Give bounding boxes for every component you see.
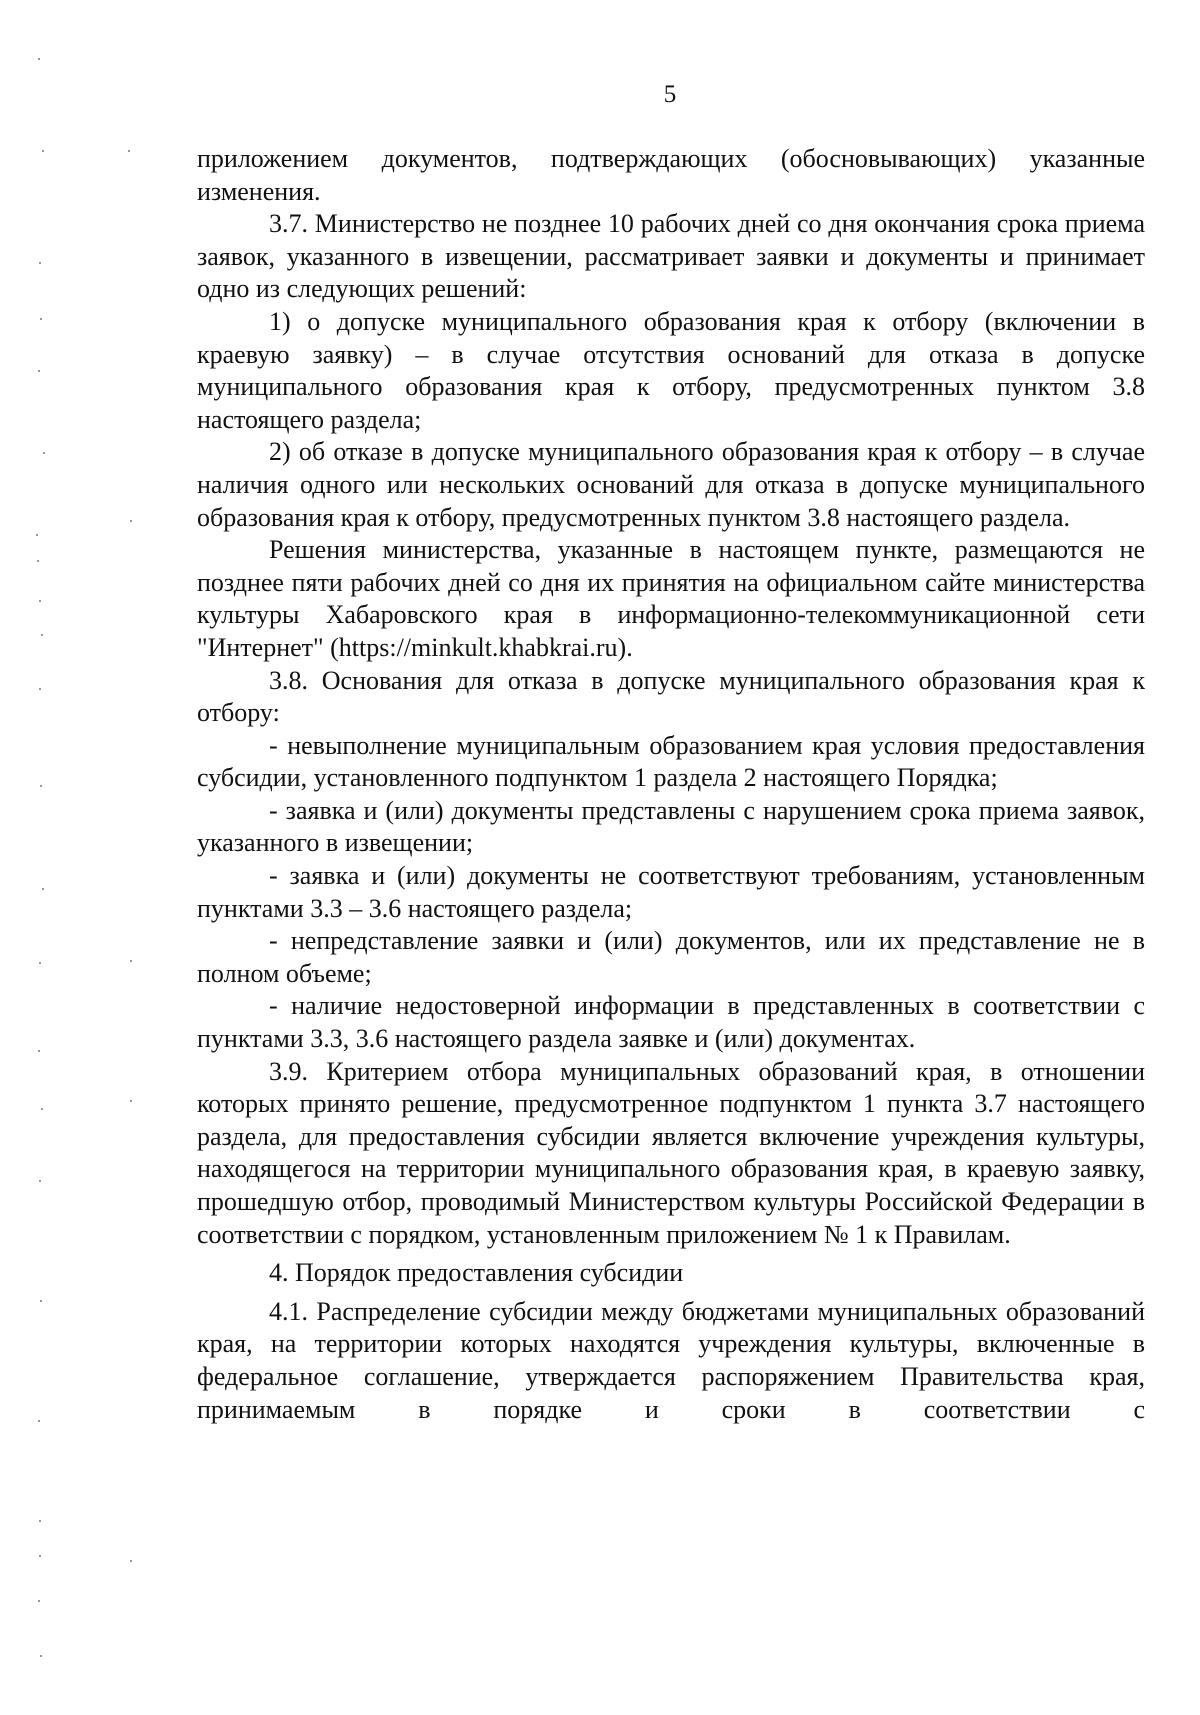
paragraph-3-7-item-1: 1) о допуске муниципального образования края к отбору (включении в краевую заявку) – в случае отсутствия оснований для отказа в допуске муниципального образования края к отбору, предусмотренных пунктом 3.8 настоящего раздела; xyxy=(197,306,1145,434)
paragraph-4-1: 4.1. Распределение субсидии между бюджетами муниципальных образований края, на территории которых находятся учреждения культуры, включенные в федеральное соглашение, утверждается распоряжением Правительства края, принимаемым в порядке и сроки в соответствии с xyxy=(197,1296,1145,1424)
paragraph-3-7: 3.7. Министерство не позднее 10 рабочих дней со дня окончания срока приема заявок, указанного в извещении, рассматривает заявки и документы и принимает одно из следующих решений: xyxy=(197,209,1145,304)
document-body xyxy=(197,143,1145,1426)
paragraph-3-8-item-3: - заявка и (или) документы не соответствуют требованиям, установленным пунктами 3.3 – 3.6 настоящего раздела; xyxy=(197,861,1145,923)
paragraph-decisions-publication: Решения министерства, указанные в настоящем пункте, размещаются не позднее пяти рабочих дней со дня их принятия на официальном сайте министерства культуры Хабаровского края в информационно-телекоммуникационной сети "Интернет" (https://minkult.khabkrai.ru). xyxy=(197,535,1145,662)
section-heading: 4. Порядок предоставления субсидии xyxy=(269,1258,684,1288)
paragraph-3-8-item-2: - заявка и (или) документы представлены с нарушением срока приема заявок, указанного в извещении; xyxy=(197,795,1145,858)
scan-margin-marks xyxy=(30,0,140,1715)
paragraph-3-8-item-1: - невыполнение муниципальным образованием края условия предоставления субсидии, установленного подпунктом 1 раздела 2 настоящего Порядка; xyxy=(197,730,1145,793)
paragraph-3-8-item-5: - наличие недостоверной информации в представленных в соответствии с пунктами 3.3, 3.6 настоящего раздела заявке и (или) документах. xyxy=(197,991,1145,1054)
paragraph-continuation: приложением документов, подтверждающих (обосновывающих) указанные изменения. xyxy=(197,144,1145,206)
paragraph-3-8-item-4: - непредставление заявки и (или) документов, или их представление не в полном объеме; xyxy=(197,926,1145,988)
paragraph-3-8: 3.8. Основания для отказа в допуске муниципального образования края к отбору: xyxy=(197,665,1145,728)
paragraph-3-9: 3.9. Критерием отбора муниципальных образований края, в отношении которых принято решение, предусмотренное подпунктом 1 пункта 3.7 настоящего раздела, для предоставления субсидии является включение учреждения культуры, находящегося на территории муниципального образования края, в краевую заявку, прошедшую отбор, проводимый Министерством культуры Российской Федерации в соответствии с порядком, установленным приложением № 1 к Правилам. xyxy=(197,1056,1145,1249)
page-number: 5 xyxy=(663,81,677,108)
paragraph-3-7-item-2: 2) об отказе в допуске муниципального образования края к отбору – в случае наличия одного или нескольких оснований для отказа в допуске муниципального образования края к отбору, предусмотренных пунктом 3.8 настоящего раздела. xyxy=(197,437,1145,532)
